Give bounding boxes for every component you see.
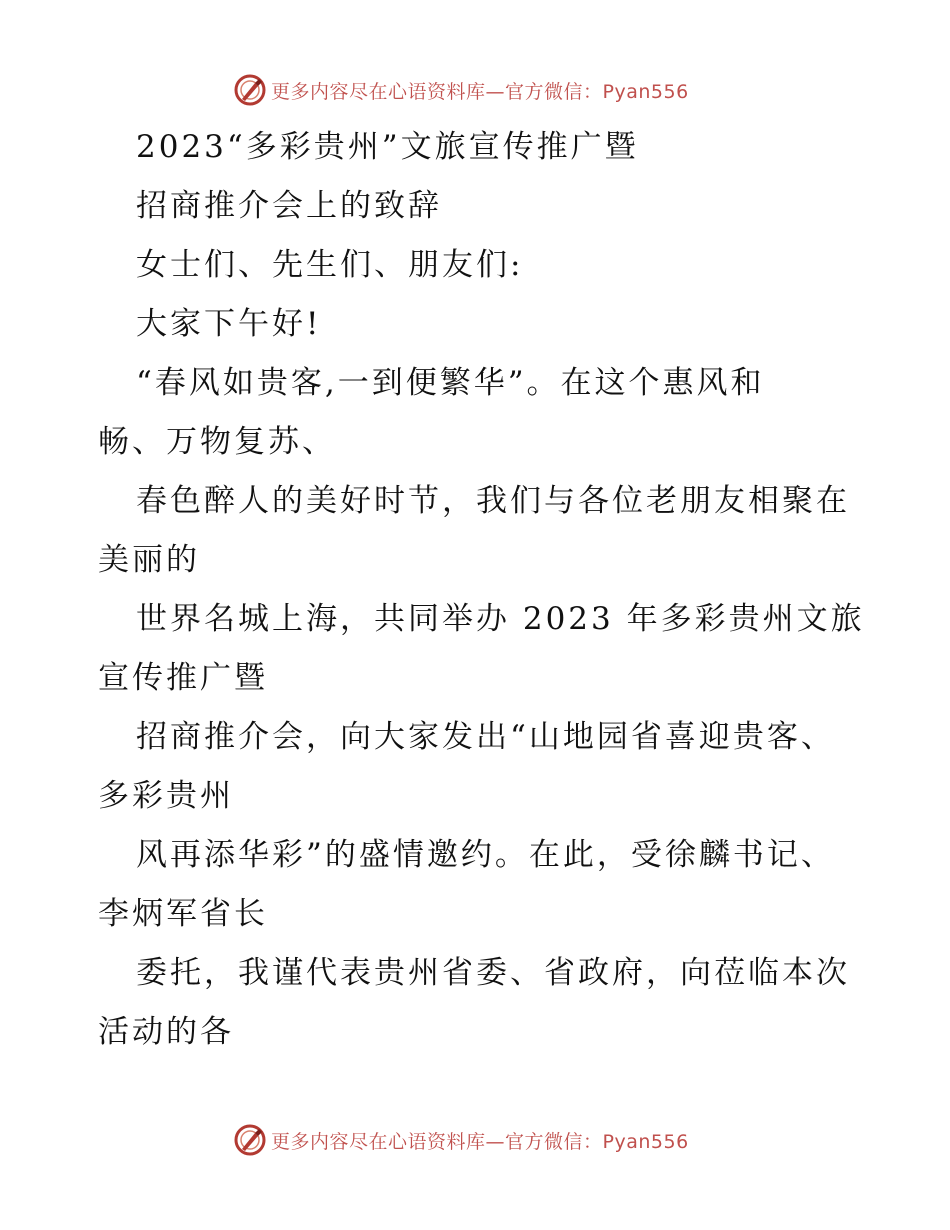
pen-logo-icon [233, 73, 267, 107]
header-watermark [233, 72, 689, 108]
text-line: 美丽的 [98, 542, 200, 578]
text-line: 风再添华彩”的盛情邀约。在此，受徐麟书记、 [136, 837, 835, 873]
text-line: 世界名城上海，共同举办 2023 年多彩贵州文旅 [136, 601, 865, 637]
text-line: 委托，我谨代表贵州省委、省政府，向莅临本次 [136, 955, 850, 991]
text-line: 活动的各 [98, 1014, 234, 1050]
text-line: 春色醉人的美好时节，我们与各位老朋友相聚在 [136, 483, 850, 519]
footer-watermark [233, 1122, 689, 1158]
text-line: 多彩贵州 [98, 778, 234, 814]
pen-logo-icon [233, 1123, 267, 1157]
text-line: “春风如贵客,一到便繁华”。在这个惠风和 [136, 365, 765, 401]
text-line: 招商推介会，向大家发出“山地园省喜迎贵客、 [136, 719, 835, 755]
watermark-text: 更多内容尽在心语资料库—官方微信：Pyan556 [271, 1130, 689, 1153]
text-line: 招商推介会上的致辞 [136, 188, 442, 224]
text-line: 大家下午好! [136, 306, 322, 342]
text-line: 女士们、先生们、朋友们: [136, 247, 524, 283]
text-line: 2023“多彩贵州”文旅宣传推广暨 [136, 129, 639, 165]
text-line: 宣传推广暨 [98, 660, 268, 696]
watermark-text: 更多内容尽在心语资料库—官方微信：Pyan556 [271, 80, 689, 103]
text-line: 李炳军省长 [98, 896, 268, 932]
document-body [98, 118, 865, 1062]
text-line: 畅、万物复苏、 [98, 424, 336, 460]
